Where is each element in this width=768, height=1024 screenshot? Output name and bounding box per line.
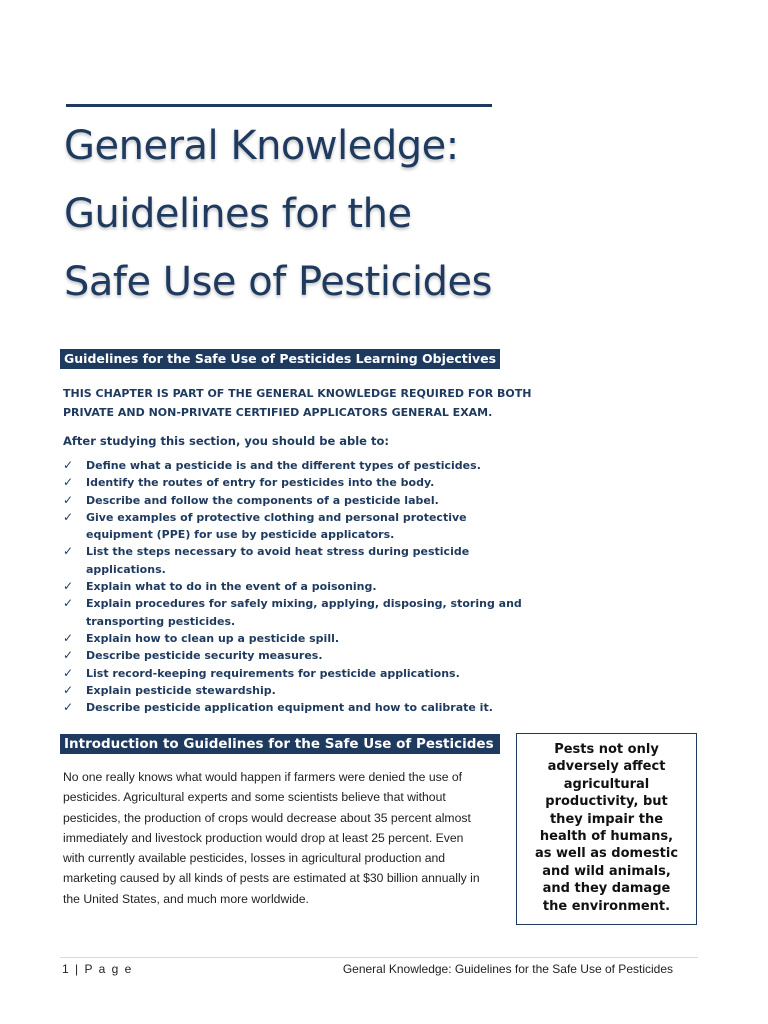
- objectives-list: [60, 457, 520, 716]
- checkmark-icon: ✓: [63, 596, 74, 611]
- objective-text: applications.: [86, 562, 166, 576]
- objective-text: Identify the routes of entry for pesticides into the body.: [86, 476, 435, 490]
- page-title: [64, 112, 534, 316]
- chapter-note: [63, 384, 532, 422]
- objective-item: [60, 543, 520, 578]
- checkmark-icon: ✓: [63, 509, 74, 524]
- pull-quote-box: [516, 733, 697, 925]
- pull-quote-line: health of humans,: [539, 829, 674, 845]
- objective-text: Give examples of protective clothing and personal protective: [86, 510, 467, 524]
- checkmark-icon: ✓: [63, 492, 74, 507]
- objective-item: [60, 492, 520, 509]
- checkmark-icon: ✓: [63, 630, 74, 645]
- paragraph-line: pesticides. Agricultural experts and some scientists believe that without: [63, 790, 446, 805]
- paragraph-line: the United States, and much more worldwide.: [63, 891, 309, 906]
- objective-item: [60, 457, 520, 474]
- pull-quote-line: and they damage: [542, 881, 671, 897]
- objective-item: [60, 647, 520, 664]
- pull-quote-line: agricultural: [563, 776, 650, 792]
- pull-quote-line: the environment.: [542, 898, 671, 914]
- objectives-lead-in: After studying this section, you should be able to:: [63, 434, 389, 448]
- running-footer-title: General Knowledge: Guidelines for the Safe Use of Pesticides: [342, 962, 673, 976]
- page-title-line-1: General Knowledge:: [64, 123, 459, 169]
- pull-quote-line: they impair the: [549, 811, 664, 827]
- objective-text: equipment (PPE) for use by pesticide applicators.: [86, 528, 395, 542]
- paragraph-line: immediately and livestock production would drop at least 25 percent. Even: [63, 830, 464, 845]
- objective-text: Describe pesticide application equipment and how to calibrate it.: [86, 701, 493, 715]
- checkmark-icon: ✓: [63, 544, 74, 559]
- objective-item: [60, 699, 520, 716]
- objective-text: transporting pesticides.: [86, 614, 236, 628]
- chapter-note-line-1: THIS CHAPTER IS PART OF THE GENERAL KNOWLEDGE REQUIRED FOR BOTH: [63, 387, 532, 400]
- objective-item: [60, 474, 520, 491]
- checkmark-icon: ✓: [63, 648, 74, 663]
- title-top-rule: [66, 104, 492, 107]
- objective-text: Explain what to do in the event of a poisoning.: [86, 580, 377, 594]
- objective-text: Explain pesticide stewardship.: [86, 683, 276, 697]
- objective-item: [60, 682, 520, 699]
- paragraph-line: No one really knows what would happen if farmers were denied the use of: [63, 770, 463, 784]
- checkmark-icon: ✓: [63, 700, 74, 715]
- objective-text: Explain how to clean up a pesticide spill.: [86, 631, 340, 645]
- objective-item: [60, 509, 520, 544]
- objective-item: [60, 630, 520, 647]
- paragraph-line: with currently available pesticides, losses in agricultural production and: [63, 851, 446, 866]
- chapter-note-line-2: PRIVATE AND NON-PRIVATE CERTIFIED APPLICATORS GENERAL EXAM.: [63, 406, 493, 419]
- pull-quote-line: Pests not only: [554, 742, 659, 757]
- paragraph-line: marketing caused by all kinds of pests are estimated at $30 billion annually in: [63, 871, 480, 886]
- checkmark-icon: ✓: [63, 475, 74, 490]
- checkmark-icon: ✓: [63, 682, 74, 697]
- objective-text: Explain procedures for safely mixing, applying, disposing, storing and: [86, 597, 522, 611]
- page-number: 1 | P a g e: [62, 962, 133, 976]
- introduction-heading: Introduction to Guidelines for the Safe Use of Pesticides: [60, 734, 500, 754]
- checkmark-icon: ✓: [63, 579, 74, 594]
- objective-text: List the steps necessary to avoid heat stress during pesticide: [86, 545, 470, 559]
- checkmark-icon: ✓: [63, 458, 74, 472]
- objective-item: [60, 578, 520, 595]
- page-title-line-2: Guidelines for the: [64, 191, 412, 237]
- objectives-heading: Guidelines for the Safe Use of Pesticides Learning Objectives: [60, 349, 500, 369]
- objective-item: [60, 595, 520, 630]
- page-title-line-3: Safe Use of Pesticides: [64, 259, 492, 305]
- paragraph-line: pesticides, the production of crops would decrease about 35 percent almost: [63, 810, 471, 825]
- objective-text: Describe pesticide security measures.: [86, 649, 323, 663]
- pull-quote-line: as well as domestic: [534, 846, 679, 862]
- introduction-paragraph: [63, 767, 513, 909]
- objective-text: Define what a pesticide is and the different types of pesticides.: [86, 459, 481, 472]
- objective-text: Describe and follow the components of a pesticide label.: [86, 493, 439, 507]
- pull-quote-line: productivity, but: [545, 794, 668, 810]
- footer-rule: [60, 957, 698, 958]
- objective-item: [60, 665, 520, 682]
- pull-quote-line: and wild animals,: [542, 863, 671, 879]
- checkmark-icon: ✓: [63, 665, 74, 680]
- objective-text: List record-keeping requirements for pesticide applications.: [86, 666, 460, 680]
- pull-quote-line: adversely affect: [547, 759, 666, 775]
